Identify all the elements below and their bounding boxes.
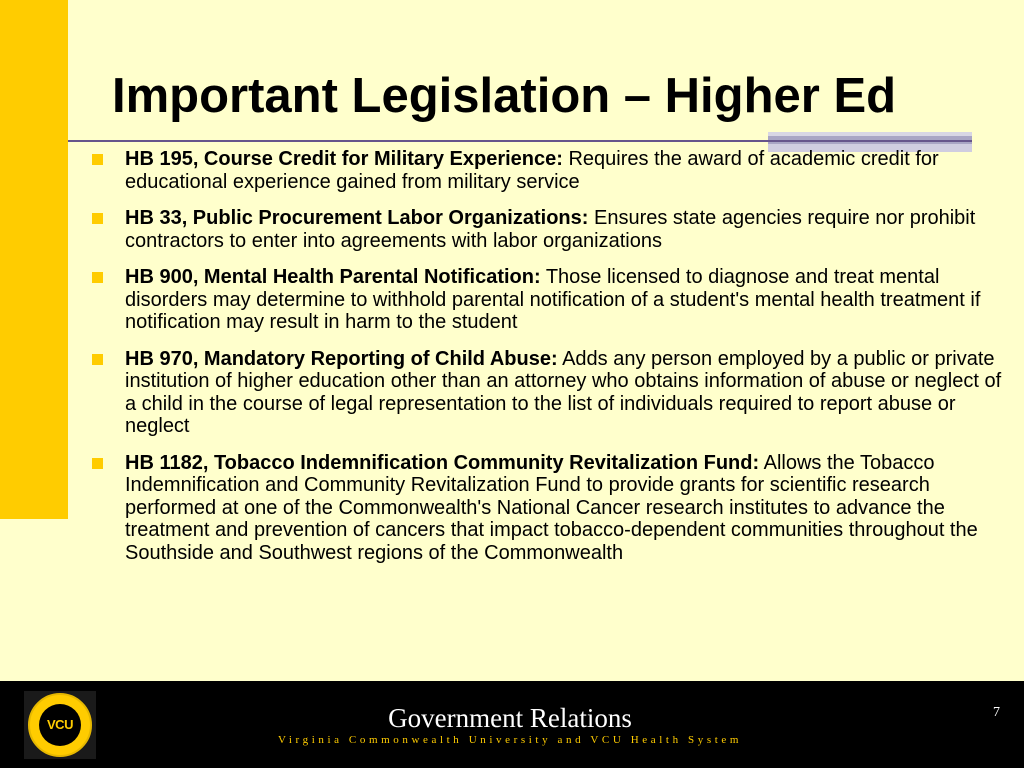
footer-subtitle: Virginia Commonwealth University and VCU Health System [277, 734, 743, 746]
bullet-item [92, 452, 1017, 565]
bullet-item [92, 207, 1017, 252]
bullet-label: HB 970, Mandatory Reporting of Child Abuse: [125, 347, 558, 370]
bullet-item [92, 348, 1017, 438]
vcu-seal-icon [28, 693, 92, 757]
vcu-seal-center [39, 704, 81, 746]
bullet-text: Adds any person employed by a public or private institution of higher education other than an attorney who obtains information of abuse or neglect of a child in the course of legal representation to the list of individuals required to report abuse or neglect [125, 347, 1002, 437]
bullet-label: HB 900, Mental Health Parental Notification: [125, 266, 541, 288]
bullet-text: Requires the award of academic credit for educational experience gained from military service [125, 148, 939, 193]
title-rule-accent-line [768, 140, 972, 142]
bullet-item [92, 148, 1017, 193]
bullet-text: Allows the Tobacco Indemnification and Community Revitalization Fund to provide grants for scientific research performed at one of the Commonwealth's National Cancer research institutes to advance the treatment and prevention of cancers that impact tobacco-dependent communities throughout the Southside and Southwest regions of the Commonwealth [125, 451, 978, 564]
bullet-label: HB 1182, Tobacco Indemnification Community Revitalization Fund: [125, 451, 760, 474]
footer-bar [0, 681, 1024, 768]
square-bullet-icon [92, 154, 103, 165]
square-bullet-icon [92, 458, 103, 469]
bullet-list [92, 148, 1017, 578]
bullet-item [92, 266, 1017, 334]
bullet-text: Those licensed to diagnose and treat mental disorders may determine to withhold parental notification of a student's mental health treatment if notification may result in harm to the student [125, 266, 981, 333]
page-number: 7 [993, 705, 1000, 720]
bullet-label: HB 33, Public Procurement Labor Organizations: [125, 207, 589, 229]
bullet-label: HB 195, Course Credit for Military Experience: [125, 148, 563, 170]
vcu-logo [24, 691, 96, 759]
bullet-text: Ensures state agencies require nor prohibit contractors to enter into agreements with labor organizations [125, 207, 976, 252]
square-bullet-icon [92, 213, 103, 224]
vcu-logo-text: VCU [47, 717, 73, 732]
left-accent-bar [0, 0, 68, 519]
footer-title: Government Relations [388, 703, 632, 733]
square-bullet-icon [92, 272, 103, 283]
square-bullet-icon [92, 354, 103, 365]
slide-title: Important Legislation – Higher Ed [112, 69, 897, 123]
